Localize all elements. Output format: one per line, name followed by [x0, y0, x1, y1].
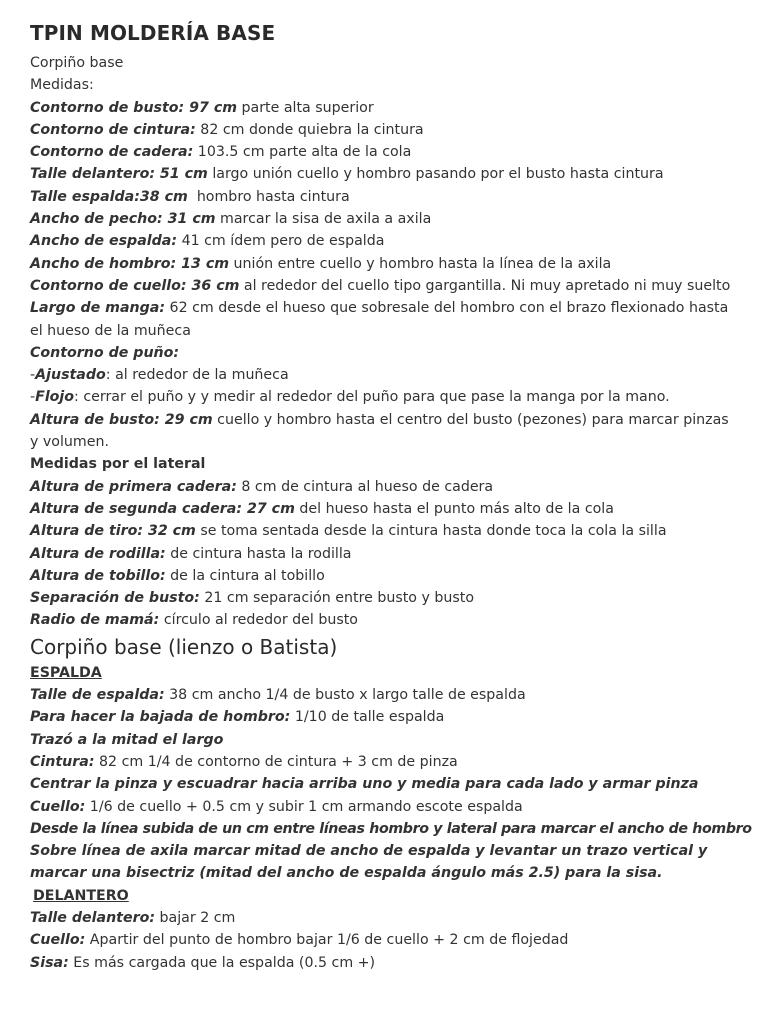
delantero-line — [30, 929, 738, 951]
measure-value: al rededor del cuello tipo gargantilla. Ni muy apretado ni muy suelto — [239, 277, 731, 294]
measure-key: Altura de busto: 29 cm — [30, 411, 213, 428]
measure-key: Contorno de busto: 97 cm — [30, 99, 238, 116]
measure-key: Contorno de cuello: 36 cm — [30, 277, 240, 294]
delantero-value: Es más cargada que la espalda (0.5 cm +) — [68, 954, 376, 971]
measure-value: hombro hasta cintura — [187, 188, 350, 205]
espalda-value: 1/10 de talle espalda — [290, 709, 445, 726]
lateral-key: Radio de mamá: — [30, 612, 160, 629]
espalda-line — [30, 751, 738, 773]
measure-value: 62 cm desde el hueso que sobresale del hombro con el brazo flexionado hasta el hueso de la muñeca — [30, 300, 729, 339]
lateral-line — [30, 587, 738, 609]
lateral-value: 21 cm separación entre busto y busto — [199, 590, 475, 607]
espalda-value: 1/6 de cuello + 0.5 cm y subir 1 cm armando escote espalda — [85, 798, 523, 815]
delantero-key: Cuello: — [30, 932, 86, 949]
measure-value: cuello y hombro hasta el centro del busto (pezones) para marcar pinzas y volumen. — [30, 411, 729, 451]
espalda-key: Sobre línea de axila marcar mitad de ancho de espalda y levantar un trazo vertical y marcar una bisectriz (mitad del ancho de espalda ángulo más 2.5) para la sisa. — [30, 843, 708, 882]
measure-line — [30, 253, 738, 275]
measure-value: 82 cm donde quiebra la cintura — [195, 121, 424, 138]
lateral-key: Altura de segunda cadera: 27 cm — [30, 500, 295, 517]
measure-key: Talle espalda:38 cm — [30, 188, 188, 205]
espalda-key: Cuello: — [30, 798, 86, 815]
lateral-line — [30, 476, 738, 498]
lateral-key: Altura de tobillo: — [30, 567, 166, 584]
delantero-key: Sisa: — [30, 954, 69, 971]
cuff-value: : cerrar el puño y y medir al rededor del puño para que pase la manga por la mano. — [74, 389, 670, 406]
espalda-key: Centrar la pinza y escuadrar hacia arriba uno y media para cada lado y armar pinza — [30, 776, 699, 793]
espalda-line — [30, 840, 738, 885]
delantero-value: bajar 2 cm — [155, 909, 236, 926]
espalda-line — [30, 706, 738, 728]
lateral-key: Altura de rodilla: — [30, 545, 166, 562]
cuff-dash: - — [30, 389, 36, 406]
espalda-key: Trazó a la mitad el largo — [30, 731, 224, 748]
lateral-line — [30, 565, 738, 587]
espalda-line — [30, 818, 752, 840]
espalda-value: 38 cm ancho 1/4 de busto x largo talle de espalda — [164, 687, 526, 704]
espalda-key: Desde la línea subida de un cm entre líneas hombro y lateral para marcar el ancho de hombro — [30, 820, 752, 837]
section-title: Corpiño base (lienzo o Batista) — [30, 634, 338, 659]
lateral-key: Separación de busto: — [30, 590, 200, 607]
measure-value: largo unión cuello y hombro pasando por el busto hasta cintura — [207, 166, 664, 183]
intro-line: Medidas: — [30, 77, 94, 94]
espalda-heading: ESPALDA — [30, 664, 102, 681]
measure-value: parte alta superior — [237, 99, 374, 116]
cuff-dash: - — [30, 367, 36, 384]
measure-key: Contorno de puño: — [30, 344, 180, 361]
measure-line — [30, 97, 738, 119]
lateral-value: 8 cm de cintura al hueso de cadera — [236, 478, 494, 495]
measure-line — [30, 275, 738, 297]
espalda-key: Talle de espalda: — [30, 687, 165, 704]
cuff-line — [30, 364, 738, 386]
lateral-line — [30, 543, 738, 565]
measure-key: Contorno de cadera: — [30, 144, 194, 161]
cuff-line — [30, 386, 738, 408]
measure-value: unión entre cuello y hombro hasta la línea de la axila — [229, 255, 612, 272]
measure-line — [30, 186, 738, 208]
page-title: TPIN MOLDERÍA BASE — [30, 21, 276, 45]
measure-value: 103.5 cm parte alta de la cola — [193, 144, 412, 161]
espalda-line — [30, 773, 738, 795]
lateral-line — [30, 609, 738, 631]
measure-value: marcar la sisa de axila a axila — [215, 211, 432, 228]
lateral-key: Altura de primera cadera: — [30, 478, 237, 495]
measure-value: 41 cm ídem pero de espalda — [177, 233, 385, 250]
delantero-key: Talle delantero: — [30, 909, 155, 926]
measure-line — [30, 230, 738, 252]
measure-line — [30, 409, 738, 454]
measure-key: Ancho de pecho: 31 cm — [30, 211, 216, 228]
intro-line: Corpiño base — [30, 55, 124, 71]
lateral-line — [30, 498, 738, 520]
espalda-line — [30, 729, 738, 751]
espalda-key: Cintura: — [30, 753, 95, 770]
delantero-line — [30, 952, 738, 974]
measure-line — [30, 119, 738, 141]
lateral-key: Altura de tiro: 32 cm — [30, 523, 196, 540]
measure-key: Ancho de espalda: — [30, 233, 178, 250]
cuff-key: Ajustado — [35, 367, 106, 384]
espalda-line — [30, 684, 738, 706]
espalda-line — [30, 796, 738, 818]
measure-line — [30, 297, 738, 342]
delantero-line — [30, 907, 738, 929]
lateral-value: se toma sentada desde la cintura hasta donde toca la cola la silla — [195, 523, 667, 540]
cuff-key: Flojo — [35, 389, 75, 406]
lateral-value: de la cintura al tobillo — [165, 567, 325, 584]
lateral-value: del hueso hasta el punto más alto de la cola — [294, 500, 614, 517]
lateral-line — [30, 520, 738, 542]
espalda-value: 82 cm 1/4 de contorno de cintura + 3 cm de pinza — [94, 753, 458, 770]
cuff-value: : al rededor de la muñeca — [105, 367, 289, 384]
lateral-value: de cintura hasta la rodilla — [165, 545, 352, 562]
measure-line — [30, 141, 738, 163]
lateral-value: círculo al rededor del busto — [159, 612, 358, 629]
measure-line — [30, 163, 738, 185]
measure-key: Ancho de hombro: 13 cm — [30, 255, 230, 272]
delantero-heading: DELANTERO — [33, 887, 129, 904]
delantero-value: Apartir del punto de hombro bajar 1/6 de cuello + 2 cm de flojedad — [85, 932, 569, 949]
measure-key: Largo de manga: — [30, 300, 166, 317]
measure-key: Talle delantero: 51 cm — [30, 166, 208, 183]
measure-line — [30, 342, 738, 364]
espalda-key: Para hacer la bajada de hombro: — [30, 709, 291, 726]
lateral-heading: Medidas por el lateral — [30, 456, 206, 473]
measure-line — [30, 208, 738, 230]
measure-key: Contorno de cintura: — [30, 121, 196, 138]
